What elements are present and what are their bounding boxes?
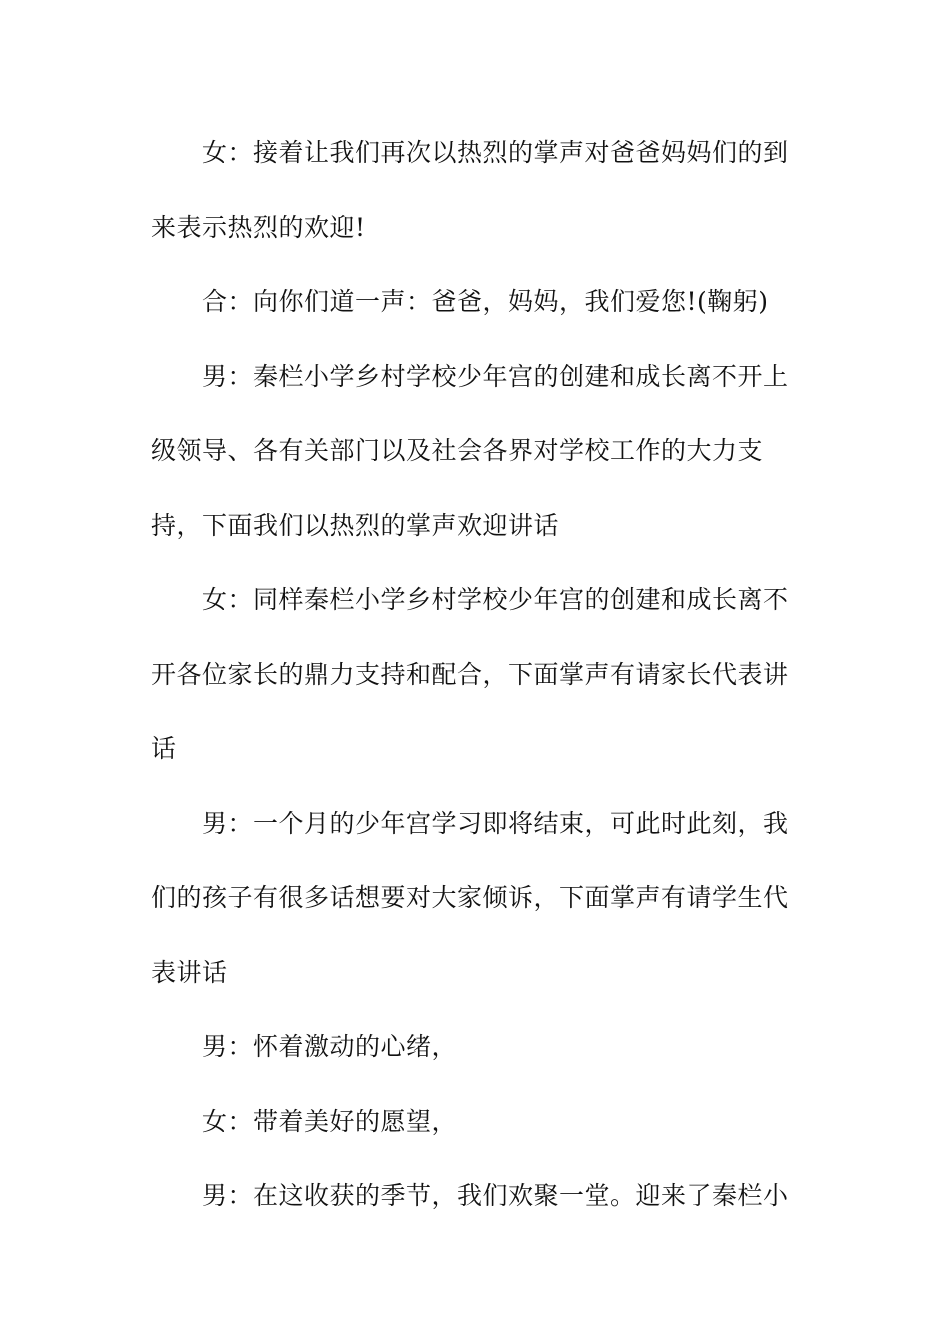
paragraph-line: 级领导、各有关部门以及社会各界对学校工作的大力支 [151, 436, 764, 465]
paragraph-line: 话 [151, 734, 177, 763]
paragraph-line: 女：带着美好的愿望， [202, 1106, 458, 1136]
paragraph-line: 表讲话 [151, 957, 228, 987]
paragraph-line: 开各位家长的鼎力支持和配合，下面掌声有请家长代表讲 [151, 659, 789, 689]
paragraph-line: 合：向你们道一声：爸爸，妈妈，我们爱您!(鞠躬) [202, 287, 769, 316]
paragraph-line: 女：接着让我们再次以热烈的掌声对爸爸妈妈们的到 [202, 138, 789, 167]
paragraph-line: 男：秦栏小学乡村学校少年宫的创建和成长离不开上 [202, 361, 789, 391]
paragraph-line: 们的孩子有很多话想要对大家倾诉，下面掌声有请学生代 [151, 883, 789, 912]
paragraph-line: 男：在这收获的季节，我们欢聚一堂。迎来了秦栏小 [202, 1181, 789, 1210]
paragraph-line: 男：怀着激动的心绪， [202, 1032, 458, 1061]
paragraph-line: 女：同样秦栏小学乡村学校少年宫的创建和成长离不 [202, 585, 789, 614]
paragraph-line: 来表示热烈的欢迎! [151, 212, 366, 242]
document-body [151, 128, 796, 1246]
paragraph-line: 持，下面我们以热烈的掌声欢迎讲话 [151, 510, 560, 540]
paragraph-line: 男：一个月的少年宫学习即将结束，可此时此刻，我 [202, 808, 789, 838]
